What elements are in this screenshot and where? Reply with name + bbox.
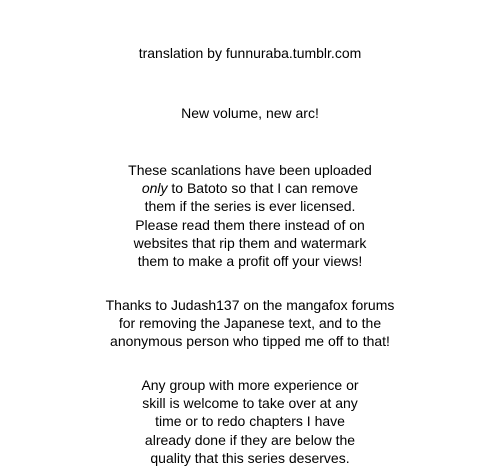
groups-line-3: time or to redo chapters I have bbox=[155, 413, 345, 430]
notice-emphasis: only bbox=[141, 180, 168, 197]
volume-line: New volume, new arc! bbox=[181, 105, 319, 121]
notice-line-1: These scanlations have been uploaded bbox=[128, 162, 372, 178]
thanks-line-3: anonymous person who tipped me off to that! bbox=[110, 333, 390, 350]
notice-line-4: Please read them there instead of on bbox=[135, 216, 365, 233]
groups-line-1: Any group with more experience or bbox=[141, 377, 359, 393]
credit-line: translation by funnuraba.tumblr.com bbox=[138, 45, 362, 61]
notice-line-6: them to make a profit off your views! bbox=[137, 253, 363, 270]
groups-line-5: quality that this series deserves. bbox=[150, 449, 350, 466]
notice-line-3: them if the series is ever licensed. bbox=[144, 198, 356, 215]
translation-credit bbox=[0, 44, 500, 62]
upload-notice bbox=[0, 161, 500, 270]
notice-line-2-rest: to Batoto so that I can remove bbox=[167, 180, 359, 197]
groups-line-4: already done if they are below the bbox=[144, 431, 356, 448]
thanks-paragraph bbox=[0, 296, 500, 351]
notice-line-2 bbox=[0, 179, 500, 197]
notice-line-5: websites that rip them and watermark bbox=[133, 234, 367, 251]
groups-paragraph bbox=[0, 376, 500, 467]
thanks-line-1: Thanks to Judash137 on the mangafox forums bbox=[105, 297, 395, 313]
volume-announcement bbox=[0, 104, 500, 122]
groups-line-2: skill is welcome to take over at any bbox=[142, 395, 358, 412]
thanks-line-2: for removing the Japanese text, and to the bbox=[118, 315, 382, 332]
